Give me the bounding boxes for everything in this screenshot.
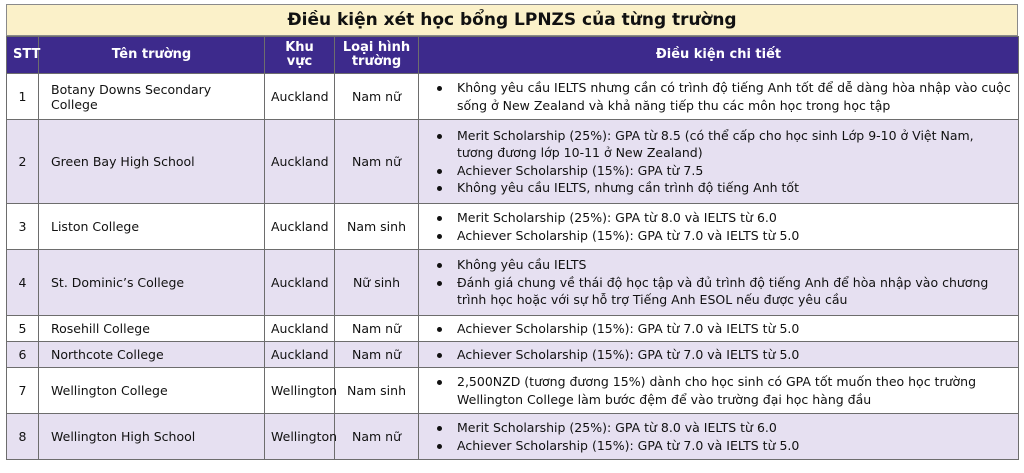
- detail-item: Không yêu cầu IELTS nhưng cần có trình độ tiếng Anh tốt để dễ dàng hòa nhập vào cuộc sống ở New Zealand và khả năng tiếp thu các môn học trong học tập: [457, 80, 1011, 113]
- row-school: Wellington College: [39, 368, 265, 414]
- row-region: Auckland: [265, 250, 335, 316]
- table-title: Điều kiện xét học bổng LPNZS của từng trường: [6, 4, 1018, 36]
- detail-item: Achiever Scholarship (15%): GPA từ 7.0 và IELTS từ 5.0: [457, 227, 1012, 245]
- row-school: Northcote College: [39, 342, 265, 368]
- detail-item: 2,500NZD (tương đương 15%) dành cho học sinh có GPA tốt muốn theo học trường Wellington College làm bước đệm để vào trường đại học hàng đầu: [457, 373, 1012, 408]
- detail-item: Merit Scholarship (25%): GPA từ 8.0 và IELTS từ 6.0: [457, 419, 1012, 437]
- detail-item: Achiever Scholarship (15%): GPA từ 7.0 và IELTS từ 5.0: [457, 320, 1012, 338]
- header-type-line1: Loại hình: [342, 40, 411, 55]
- row-region: Auckland: [265, 74, 335, 120]
- detail-item: Achiever Scholarship (15%): GPA từ 7.0 và IELTS từ 5.0: [457, 437, 1012, 455]
- row-type: Nam nữ: [335, 414, 419, 460]
- row-stt: 8: [7, 414, 39, 460]
- row-details: [419, 74, 1019, 120]
- row-region: Auckland: [265, 342, 335, 368]
- detail-item: Merit Scholarship (25%): GPA từ 8.5 (có thể cấp cho học sinh Lớp 9-10 ở Việt Nam, tương đương lớp 10-11 ở New Zealand): [457, 127, 1012, 162]
- row-details: [419, 120, 1019, 204]
- header-type-line2: trường: [351, 54, 402, 69]
- row-region: Auckland: [265, 120, 335, 204]
- row-stt: 7: [7, 368, 39, 414]
- table-row: [7, 204, 1019, 250]
- row-school: Rosehill College: [39, 316, 265, 342]
- detail-item: Đánh giá chung về thái độ học tập và đủ trình độ tiếng Anh để hòa nhập vào chương trình học hoặc với sự hỗ trợ Tiếng Anh ESOL nếu được yêu cầu: [457, 274, 1012, 309]
- row-school: Green Bay High School: [39, 120, 265, 204]
- row-details: [419, 250, 1019, 316]
- detail-item: Không yêu cầu IELTS, nhưng cần trình độ tiếng Anh tốt: [457, 179, 1012, 197]
- row-type: Nam nữ: [335, 342, 419, 368]
- row-stt: 3: [7, 204, 39, 250]
- row-region: Auckland: [265, 316, 335, 342]
- row-type: Nam nữ: [335, 74, 419, 120]
- row-type: Nam sinh: [335, 204, 419, 250]
- row-school: St. Dominic’s College: [39, 250, 265, 316]
- row-details: [419, 204, 1019, 250]
- detail-item: Merit Scholarship (25%): GPA từ 8.0 và IELTS từ 6.0: [457, 209, 1012, 227]
- row-type: Nam sinh: [335, 368, 419, 414]
- row-stt: 1: [7, 74, 39, 120]
- row-stt: 5: [7, 316, 39, 342]
- table-row: [7, 250, 1019, 316]
- table-row: [7, 74, 1019, 120]
- table-row: [7, 342, 1019, 368]
- header-stt: STT: [7, 37, 39, 74]
- row-details: [419, 342, 1019, 368]
- detail-item: Không yêu cầu IELTS: [457, 256, 1012, 274]
- row-school: Botany Downs Secondary College: [39, 74, 265, 120]
- row-stt: 6: [7, 342, 39, 368]
- row-details: [419, 414, 1019, 460]
- row-school: Liston College: [39, 204, 265, 250]
- row-type: Nam nữ: [335, 316, 419, 342]
- row-region: Auckland: [265, 204, 335, 250]
- row-type: Nam nữ: [335, 120, 419, 204]
- header-details: Điều kiện chi tiết: [419, 37, 1019, 74]
- row-details: [419, 316, 1019, 342]
- header-region: Khu vực: [265, 37, 335, 74]
- detail-item: Achiever Scholarship (15%): GPA từ 7.5: [457, 162, 1012, 180]
- row-stt: 4: [7, 250, 39, 316]
- table-row: [7, 120, 1019, 204]
- row-school: Wellington High School: [39, 414, 265, 460]
- table-row: [7, 368, 1019, 414]
- detail-item: Achiever Scholarship (15%): GPA từ 7.0 và IELTS từ 5.0: [457, 346, 1012, 364]
- table-row: [7, 316, 1019, 342]
- row-stt: 2: [7, 120, 39, 204]
- row-region: Wellington: [265, 414, 335, 460]
- scholarship-table-container: [6, 4, 1018, 460]
- table-header-row: [7, 37, 1019, 74]
- scholarship-table: [6, 36, 1019, 460]
- row-region: Wellington: [265, 368, 335, 414]
- row-type: Nữ sinh: [335, 250, 419, 316]
- row-details: [419, 368, 1019, 414]
- table-row: [7, 414, 1019, 460]
- header-type: [335, 37, 419, 74]
- header-school: Tên trường: [39, 37, 265, 74]
